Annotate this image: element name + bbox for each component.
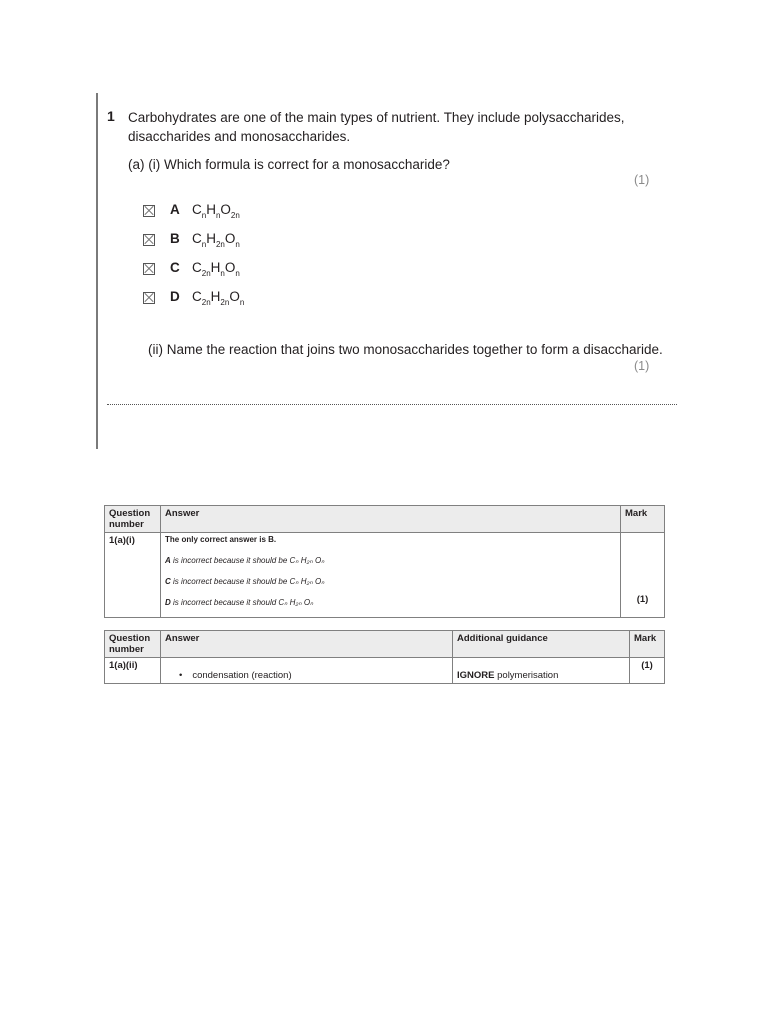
table-header-row — [105, 506, 665, 533]
margin-bar — [96, 93, 98, 449]
option-a[interactable] — [143, 202, 240, 220]
cell-mark: (1) — [621, 533, 665, 618]
checkbox[interactable] — [143, 292, 155, 304]
correct-answer-text: The only correct answer is B. — [165, 535, 277, 544]
bullet-icon: • — [179, 670, 183, 681]
explanation-d: D is incorrect because it should Cₙ H₂ₙ Oₙ — [165, 598, 314, 607]
option-b[interactable] — [143, 231, 240, 249]
option-letter: B — [170, 231, 180, 246]
header-answer: Answer — [161, 506, 621, 533]
explanation-c: C is incorrect because it should be Cₙ H₂ₙ Oₙ — [165, 577, 325, 586]
explanation-a: A is incorrect because it should be Cₙ H₂ₙ Oₙ — [165, 556, 325, 565]
header-answer: Answer — [161, 631, 453, 658]
cell-guidance: IGNORE polymerisation — [453, 658, 630, 684]
answer-line[interactable] — [107, 404, 677, 405]
header-mark: Mark — [621, 506, 665, 533]
option-formula: $C_{2n}H_nO_n$ — [192, 260, 240, 278]
part-a-ii-prompt: (ii) Name the reaction that joins two monosaccharides together to form a disaccharide. — [148, 342, 663, 357]
part-a-i-mark: (1) — [634, 173, 650, 187]
option-c[interactable] — [143, 260, 240, 278]
question-number: 1 — [107, 108, 115, 124]
cell-question-number: 1(a)(ii) — [105, 658, 161, 684]
checkbox[interactable] — [143, 234, 155, 246]
option-formula: $C_nH_nO_{2n}$ — [192, 202, 240, 220]
part-a-i-prompt: (a) (i) Which formula is correct for a monosaccharide? — [128, 157, 450, 172]
option-letter: C — [170, 260, 180, 275]
cell-answer — [161, 533, 621, 618]
cell-mark: (1) — [630, 658, 665, 684]
option-formula: $C_{2n}H_{2n}O_n$ — [192, 289, 245, 307]
cell-answer — [161, 658, 453, 684]
header-question-number: Question number — [105, 506, 161, 533]
header-mark: Mark — [630, 631, 665, 658]
header-question-number: Question number — [105, 631, 161, 658]
table-header-row — [105, 631, 665, 658]
answer-bullet: • condensation (reaction) — [179, 670, 292, 681]
option-formula: $C_nH_{2n}O_n$ — [192, 231, 240, 249]
part-a-ii-mark: (1) — [634, 359, 650, 373]
table-row — [105, 658, 665, 684]
option-letter: D — [170, 289, 180, 304]
checkbox[interactable] — [143, 263, 155, 275]
cell-question-number: 1(a)(i) — [105, 533, 161, 618]
markscheme-table-1 — [104, 505, 665, 618]
question-stem: Carbohydrates are one of the main types of nutrient. They include polysaccharides, disaccharides and monosaccharides. — [128, 110, 625, 144]
table-row — [105, 533, 665, 618]
header-additional-guidance: Additional guidance — [453, 631, 630, 658]
checkbox[interactable] — [143, 205, 155, 217]
markscheme-table-2 — [104, 630, 665, 684]
option-letter: A — [170, 202, 180, 217]
option-d[interactable] — [143, 289, 244, 307]
